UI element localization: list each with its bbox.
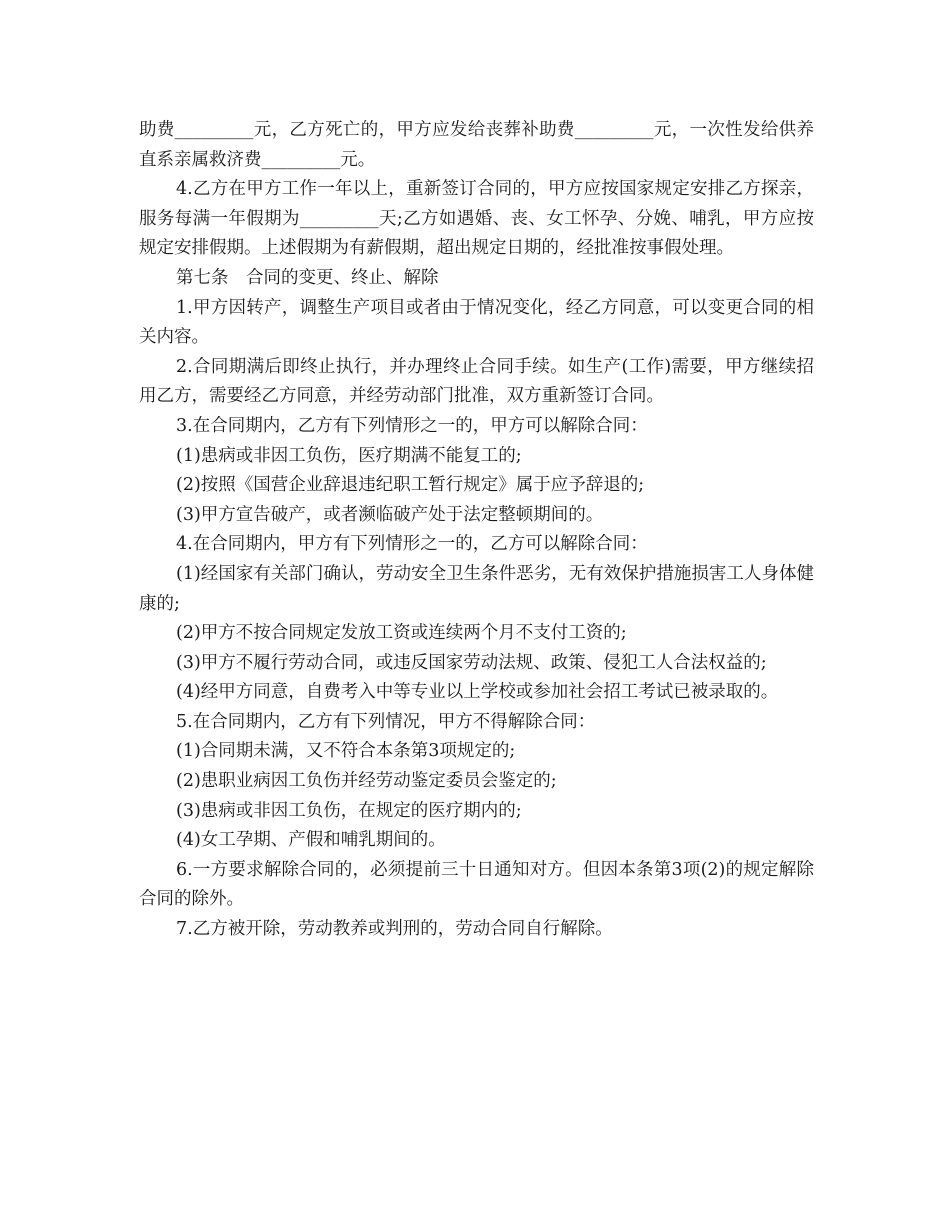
list-item: (3)甲方不履行劳动合同，或违反国家劳动法规、政策、侵犯工人合法权益的;	[176, 652, 767, 673]
document-body	[139, 116, 814, 945]
paragraph-clause-4-leave: 4.乙方在甲方工作一年以上，重新签订合同的，甲方应按国家规定安排乙方探亲，服务每满一年假期为_________天;乙方如遇婚、丧、女工怀孕、分娩、哺乳，甲方应按规定安排假期。上述假期为有薪假期，超出规定日期的，经批准按事假处理。	[139, 179, 814, 259]
list-item: (2)按照《国营企业辞退违纪职工暂行规定》属于应予辞退的;	[176, 475, 645, 496]
paragraph-clause-7-dismissal: 7.乙方被开除，劳动教养或判刑的，劳动合同自行解除。	[176, 919, 613, 940]
list-item: (2)甲方不按合同规定发放工资或连续两个月不支付工资的;	[176, 623, 627, 644]
list-item: (4)经甲方同意，自费考入中等专业以上学校或参加社会招工考试已被录取的。	[176, 682, 779, 703]
paragraph-clause-5-no-rescind: 5.在合同期内，乙方有下列情况，甲方不得解除合同：	[176, 711, 596, 732]
paragraph-continuation: 助费_________元，乙方死亡的，甲方应发给丧葬补助费_________元，一次性发给供养直系亲属救济费_________元。	[139, 120, 814, 170]
paragraph-clause-1-change: 1.甲方因转产，调整生产项目或者由于情况变化，经乙方同意，可以变更合同的相关内容。	[139, 297, 814, 348]
paragraph-clause-3-employer-rescind: 3.在合同期内，乙方有下列情形之一的，甲方可以解除合同：	[176, 415, 648, 436]
list-item: (4)女工孕期、产假和哺乳期间的。	[176, 830, 446, 851]
paragraph-clause-2-termination: 2.合同期满后即终止执行，并办理终止合同手续。如生产(工作)需要，甲方继续招用乙方，需要经乙方同意，并经劳动部门批准，双方重新签订合同。	[139, 356, 814, 407]
paragraph-clause-4-employee-rescind: 4.在合同期内，甲方有下列情形之一的，乙方可以解除合同：	[176, 534, 648, 555]
list-item: (3)甲方宣告破产，或者濒临破产处于法定整顿期间的。	[176, 504, 604, 525]
list-item: (1)经国家有关部门确认，劳动安全卫生条件恶劣，无有效保护措施损害工人身体健康的;	[139, 563, 814, 614]
article-7-heading: 第七条 合同的变更、终止、解除	[176, 267, 439, 288]
list-item: (3)患病或非因工负伤，在规定的医疗期内的;	[176, 800, 522, 821]
paragraph-clause-6-notice: 6.一方要求解除合同的，必须提前三十日通知对方。但因本条第3项(2)的规定解除合同的除外。	[139, 859, 814, 910]
list-item: (2)患职业病因工负伤并经劳动鉴定委员会鉴定的;	[176, 771, 557, 792]
list-item: (1)合同期未满，又不符合本条第3项规定的;	[176, 741, 516, 762]
list-item: (1)患病或非因工负伤，医疗期满不能复工的;	[176, 445, 522, 466]
